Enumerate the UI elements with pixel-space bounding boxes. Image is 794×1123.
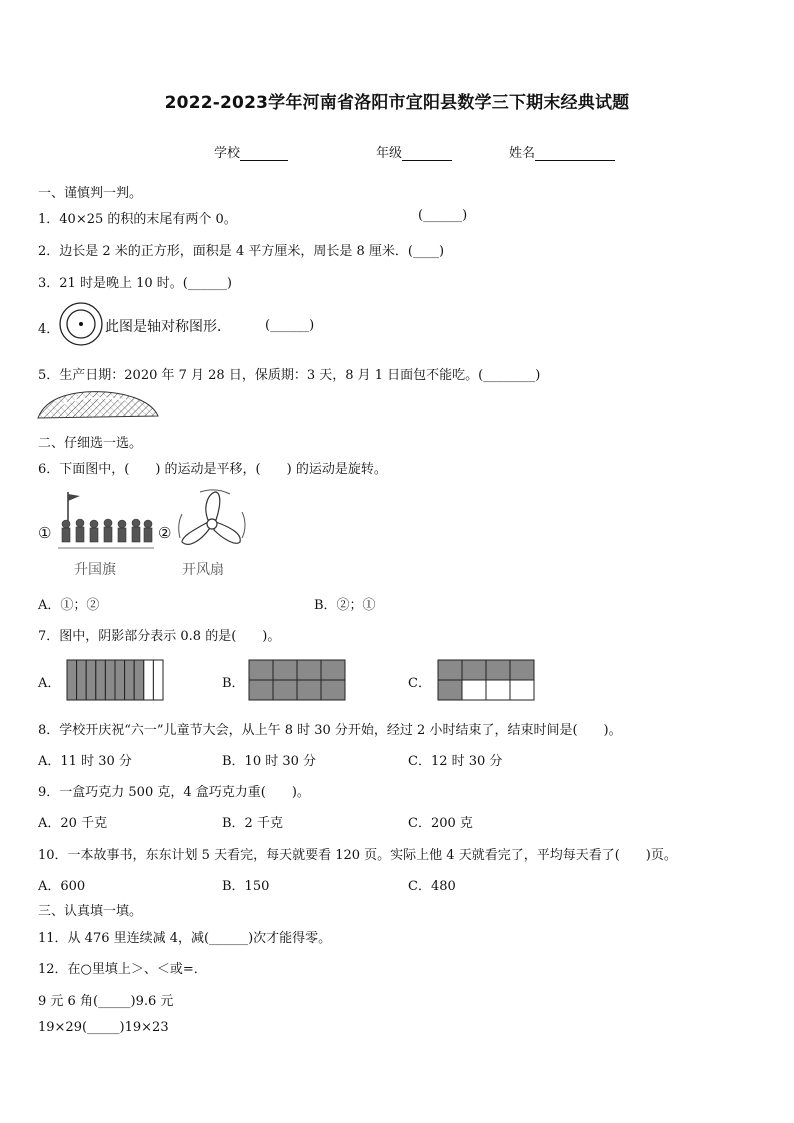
question-8: 8．学校开庆祝“六一”儿童节大会，从上午 8 时 30 分开始，经过 2 小时结束了，结束时间是( )。: [38, 723, 622, 738]
fraction-cell: [125, 660, 135, 700]
question-9-option-c[interactable]: C．200 克: [408, 816, 473, 831]
fraction-cell: [321, 680, 345, 700]
question-8-option-c[interactable]: C．12 时 30 分: [408, 754, 503, 769]
question-9-option-a[interactable]: A．20 千克: [38, 816, 108, 831]
fraction-figure-b: [248, 659, 346, 701]
figure-1-mark: ①: [38, 524, 52, 542]
question-10: 10．一本故事书，东东计划 5 天看完，每天就要看 120 页。实际上他 4 天就看完了，平均每天看了( )页。: [38, 848, 677, 863]
fraction-cell: [96, 660, 106, 700]
grade-label: 年级: [376, 146, 403, 161]
question-12-line-1: 9 元 6 角(_____)9.6 元: [38, 994, 174, 1009]
section-3-heading: 三、认真填一填。: [38, 904, 143, 919]
fraction-cell: [462, 680, 486, 700]
fraction-cell: [77, 660, 87, 700]
fraction-cell: [249, 680, 273, 700]
page-title: 2022-2023学年河南省洛阳市宜阳县数学三下期末经典试题: [164, 93, 630, 113]
fraction-cell: [297, 660, 321, 680]
grade-blank[interactable]: [402, 147, 452, 161]
fraction-figure-c: [437, 659, 535, 701]
question-9: 9．一盒巧克力 500 克，4 盒巧克力重( )。: [38, 785, 310, 800]
question-12-line-2: 19×29(_____)19×23: [38, 1020, 169, 1035]
question-6: 6．下面图中，( ) 的运动是平移，( ) 的运动是旋转。: [38, 462, 387, 477]
fraction-cell: [273, 660, 297, 680]
fraction-cell: [510, 680, 534, 700]
question-4-blank[interactable]: (______): [265, 318, 315, 333]
question-5: 5．生产日期：2020 年 7 月 28 日，保质期：3 天，8 月 1 日面包不能吃。(________): [38, 368, 541, 383]
grade-field: [376, 142, 452, 161]
fraction-cell: [510, 660, 534, 680]
school-label: 学校: [214, 146, 241, 161]
fraction-cell: [115, 660, 125, 700]
fraction-cell: [462, 660, 486, 680]
concentric-circle-figure: [58, 301, 104, 347]
fraction-cell: [86, 660, 96, 700]
fraction-cell: [438, 680, 462, 700]
question-7-option-b[interactable]: B．: [222, 676, 245, 691]
fraction-cell: [134, 660, 144, 700]
fraction-cell: [67, 660, 77, 700]
fan-image: [176, 488, 252, 580]
fraction-cell: [321, 660, 345, 680]
question-2: 2．边长是 2 米的正方形，面积是 4 平方厘米，周长是 8 厘米．(____): [38, 244, 445, 259]
fraction-cell: [105, 660, 115, 700]
section-2-heading: 二、仔细选一选。: [38, 436, 143, 451]
question-8-option-a[interactable]: A．11 时 30 分: [38, 754, 132, 769]
fraction-cell: [438, 660, 462, 680]
figure-2-mark: ②: [158, 524, 172, 542]
question-12: 12．在○里填上＞、＜或=．: [38, 962, 207, 977]
fraction-cell: [249, 660, 273, 680]
fraction-cell: [486, 660, 510, 680]
flag-raising-image: [54, 490, 158, 578]
question-1: 1．40×25 的积的末尾有两个 0。: [38, 212, 237, 227]
name-label: 姓名: [509, 146, 536, 161]
question-1-blank[interactable]: (______): [418, 208, 468, 223]
question-10-option-a[interactable]: A．600: [38, 879, 86, 894]
fraction-cell: [144, 660, 154, 700]
question-3: 3．21 时是晚上 10 时。(______): [38, 276, 232, 291]
question-8-option-b[interactable]: B．10 时 30 分: [222, 754, 317, 769]
question-11: 11．从 476 里连续减 4，减(______)次才能得零。: [38, 931, 332, 946]
school-field: [214, 142, 288, 161]
question-7-option-a[interactable]: A．: [38, 676, 61, 691]
bread-image: [36, 390, 160, 422]
question-4-number: 4．: [38, 322, 60, 337]
section-1-heading: 一、谨慎判一判。: [38, 186, 143, 201]
fraction-cell: [273, 680, 297, 700]
question-7: 7．图中，阴影部分表示 0.8 的是( )。: [38, 629, 281, 644]
fraction-cell: [297, 680, 321, 700]
question-6-option-b[interactable]: B．②；①: [314, 598, 376, 613]
fraction-figure-a: [66, 659, 164, 701]
fraction-cell: [153, 660, 163, 700]
figure-1-label: 升国旗: [74, 562, 116, 578]
question-10-option-b[interactable]: B．150: [222, 879, 270, 894]
name-field: [509, 142, 615, 161]
question-7-option-c[interactable]: C．: [408, 676, 431, 691]
question-9-option-b[interactable]: B．2 千克: [222, 816, 283, 831]
question-10-option-c[interactable]: C．480: [408, 879, 456, 894]
figure-2-label: 开风扇: [182, 562, 224, 578]
question-6-option-a[interactable]: A．①；②: [38, 598, 100, 613]
fraction-cell: [486, 680, 510, 700]
name-blank[interactable]: [535, 147, 615, 161]
question-4-text: 此图是轴对称图形．: [105, 319, 231, 335]
school-blank[interactable]: [240, 147, 288, 161]
